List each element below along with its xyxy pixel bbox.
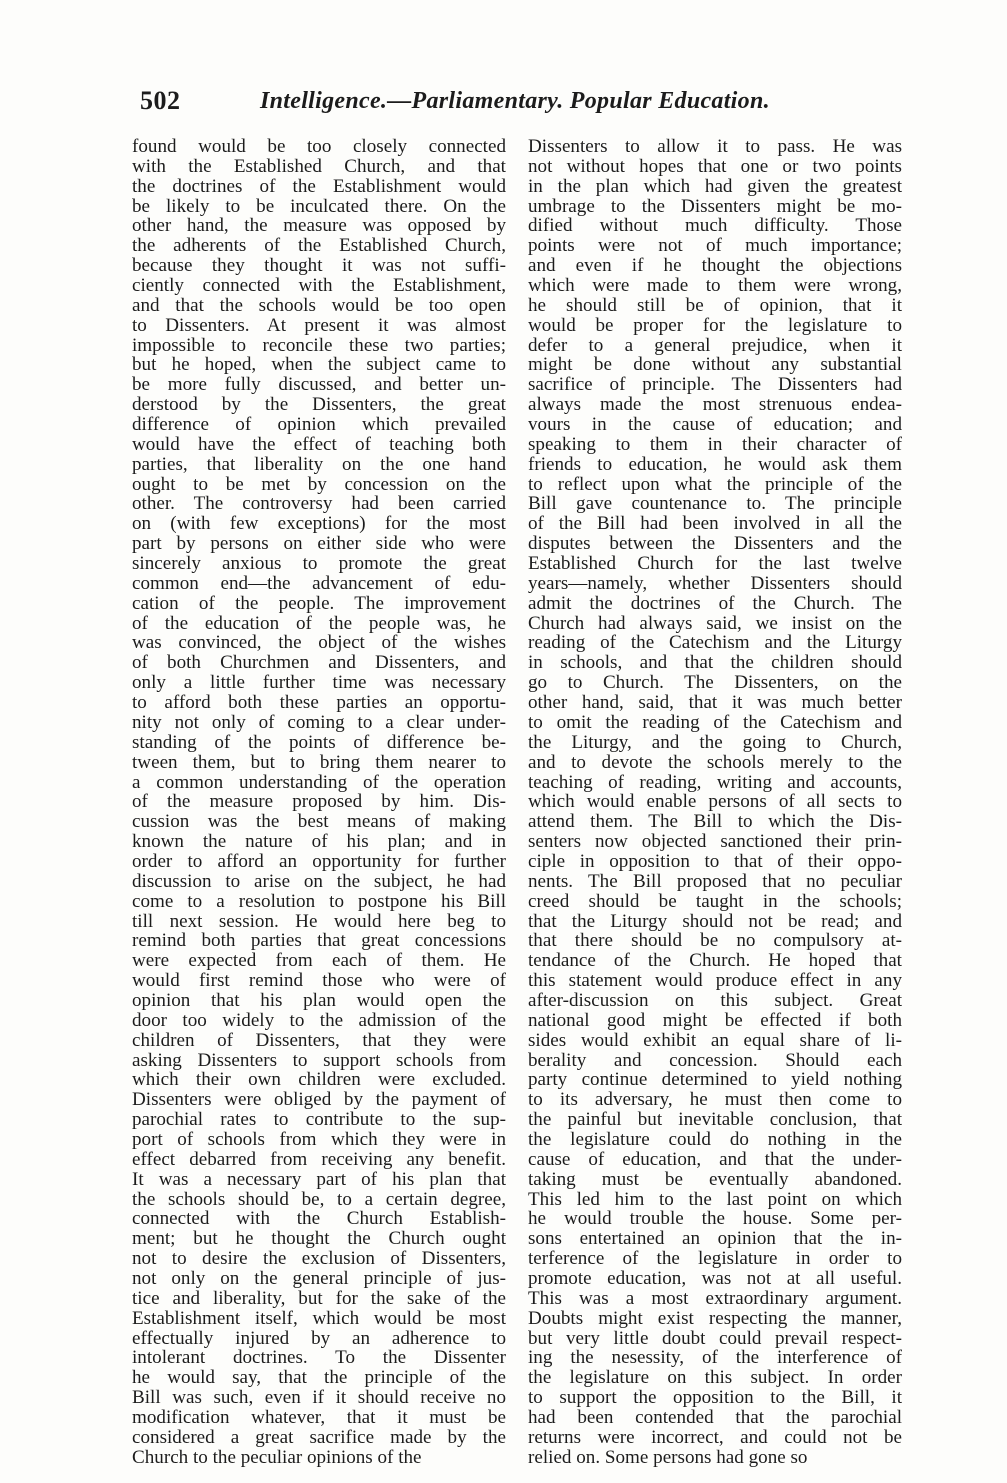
text-line: that there should be no compulsory at- xyxy=(528,930,902,952)
text-line: with the Established Church, and that xyxy=(132,155,506,177)
text-line: terference of the legislature in order to xyxy=(528,1248,902,1270)
right-column xyxy=(528,137,902,1468)
text-line: impossible to reconcile these two parties; xyxy=(132,334,506,356)
text-line: sons entertained an opinion that the in- xyxy=(528,1228,902,1250)
text-line: not only on the general principle of jus- xyxy=(132,1267,506,1289)
text-line: that the Liturgy should not be read; and xyxy=(528,910,902,932)
text-line: found would be too closely connected xyxy=(132,136,506,157)
text-line: parties, that liberality on the one hand xyxy=(132,453,506,475)
text-line: Doubts might exist respecting the manner, xyxy=(528,1307,902,1329)
text-line: to afford both these parties an opportu- xyxy=(132,692,506,714)
text-line: come to a resolution to postpone his Bill xyxy=(132,890,506,912)
text-line: This was a most extraordinary argument. xyxy=(528,1287,902,1309)
text-line: but he hoped, when the subject came to xyxy=(132,354,506,376)
text-line: discussion to arise on the subject, he had xyxy=(132,870,506,892)
text-line: disputes between the Dissenters and the xyxy=(528,533,902,555)
text-line: connected with the Church Establish- xyxy=(132,1208,506,1230)
text-line: in the plan which had given the greatest xyxy=(528,175,902,197)
text-line: nity not only of coming to a clear under- xyxy=(132,711,506,733)
text-line: a common understanding of the operation xyxy=(132,771,506,793)
text-line: difference of opinion which prevailed xyxy=(132,414,506,436)
text-line: which their own children were excluded. xyxy=(132,1069,506,1091)
text-line: on (with few exceptions) for the most xyxy=(132,513,506,535)
text-line: admit the doctrines of the Church. The xyxy=(528,592,902,614)
text-line: not without hopes that one or two points xyxy=(528,155,902,177)
text-line: cussion was the best means of making xyxy=(132,811,506,833)
text-line: had been contended that the parochial xyxy=(528,1407,902,1428)
left-column xyxy=(132,137,506,1468)
text-line: go to Church. The Dissenters, on the xyxy=(528,672,902,694)
text-line: other hand, said, that it was much better xyxy=(528,692,902,714)
text-line: vours in the cause of education; and xyxy=(528,414,902,436)
text-line: Establishment itself, which would be most xyxy=(132,1307,506,1329)
text-line: he should still be of opinion, that it xyxy=(528,294,902,316)
text-line: after-discussion on this subject. Great xyxy=(528,989,902,1011)
text-line: ought to be met by concession on the xyxy=(132,473,506,495)
text-line: of both Churchmen and Dissenters, and xyxy=(132,652,506,674)
text-line: relied on. Some persons had gone so xyxy=(528,1446,808,1468)
text-line: order to afford an opportunity for further xyxy=(132,850,506,872)
text-line: Dissenters were obliged by the payment of xyxy=(132,1089,506,1111)
text-line: party continue determined to yield nothing xyxy=(528,1069,902,1091)
text-line: to support the opposition to the Bill, it xyxy=(528,1387,902,1409)
text-line: in schools, and that the children should xyxy=(528,652,902,674)
text-line: of the education of the people was, he xyxy=(132,612,506,634)
text-line: cause of education, and that the under- xyxy=(528,1148,902,1170)
text-line: part by persons on either side who were xyxy=(132,533,506,555)
running-title: Intelligence.—Parliamentary. Popular Education. xyxy=(260,88,770,114)
text-line: ment; but he thought the Church ought xyxy=(132,1228,506,1250)
text-line: tween them, but to bring them nearer to xyxy=(132,751,506,773)
text-line: known the nature of his plan; and in xyxy=(132,831,506,853)
text-line: ciple in opposition to that of their oppo- xyxy=(528,850,902,872)
text-line: opinion that his plan would open the xyxy=(132,989,506,1011)
text-line: were expected from each of them. He xyxy=(132,950,506,972)
text-line: the painful but inevitable conclusion, that xyxy=(528,1109,902,1131)
text-line: because they thought it was not suffi- xyxy=(132,255,506,277)
text-line: This led him to the last point on which xyxy=(528,1188,902,1210)
text-line: to omit the reading of the Catechism and xyxy=(528,711,902,733)
text-line: tice and liberality, but for the sake of the xyxy=(132,1287,506,1309)
text-line: to Dissenters. At present it was almost xyxy=(132,314,506,336)
text-line: the Liturgy, and the going to Church, xyxy=(528,731,902,753)
text-line: modification whatever, that it must be xyxy=(132,1407,506,1428)
text-line: national good might be effected if both xyxy=(528,1009,902,1031)
text-line: teaching of reading, writing and accounts, xyxy=(528,771,902,793)
text-line: the legislature could do nothing in the xyxy=(528,1128,902,1150)
text-line: be likely to be inculcated there. On the xyxy=(132,195,506,217)
text-line: would first remind those who were of xyxy=(132,970,506,992)
text-line: of the measure proposed by him. Dis- xyxy=(132,791,506,813)
text-line: standing of the points of difference be- xyxy=(132,731,506,753)
text-line: intolerant doctrines. To the Dissenter xyxy=(132,1347,506,1369)
text-line: only a little further time was necessary xyxy=(132,672,506,694)
text-line: friends to education, he would ask them xyxy=(528,453,902,475)
page-number: 502 xyxy=(140,86,181,115)
text-line: berality and concession. Should each xyxy=(528,1049,902,1071)
text-line: Church had always said, we insist on the xyxy=(528,612,902,634)
text-line: parochial rates to contribute to the sup- xyxy=(132,1109,506,1131)
text-line: might be done without any substantial xyxy=(528,354,902,376)
text-line: common end—the advancement of edu- xyxy=(132,572,506,594)
text-line: years—namely, whether Dissenters should xyxy=(528,572,902,594)
text-line: ciently connected with the Establishment, xyxy=(132,275,506,297)
text-line: which were made to them were wrong, xyxy=(528,275,902,297)
text-line: sincerely anxious to promote the great xyxy=(132,553,506,575)
text-line: of the Bill had been involved in all the xyxy=(528,513,902,535)
text-line: dified without much difficulty. Those xyxy=(528,215,902,237)
text-line: returns were incorrect, and could not be xyxy=(528,1426,902,1448)
text-line: asking Dissenters to support schools from xyxy=(132,1049,506,1071)
text-line: and that the schools would be too open xyxy=(132,294,506,316)
text-line: ing the nesessity, of the interference of xyxy=(528,1347,902,1369)
text-line: children of Dissenters, that they were xyxy=(132,1029,506,1051)
text-line: not to desire the exclusion of Dissenters, xyxy=(132,1248,506,1270)
text-line: defer to a general prejudice, when it xyxy=(528,334,902,356)
text-line: tendance of the Church. He hoped that xyxy=(528,950,902,972)
text-line: door too widely to the admission of the xyxy=(132,1009,506,1031)
text-line: cation of the people. The improvement xyxy=(132,592,506,614)
text-line: creed should be taught in the schools; xyxy=(528,890,902,912)
text-line: Dissenters to allow it to pass. He was xyxy=(528,136,902,157)
text-line: reading of the Catechism and the Liturgy xyxy=(528,632,902,654)
text-line: till next session. He would here beg to xyxy=(132,910,506,932)
text-line: always made the most strenuous endea- xyxy=(528,394,902,416)
text-line: be more fully discussed, and better un- xyxy=(132,374,506,396)
text-line: derstood by the Dissenters, the great xyxy=(132,394,506,416)
text-line: and even if he thought the objections xyxy=(528,255,902,277)
text-line: promote education, was not at all useful. xyxy=(528,1267,902,1289)
text-line: port of schools from which they were in xyxy=(132,1128,506,1150)
running-head xyxy=(140,86,870,120)
text-line: this statement would produce effect in any xyxy=(528,970,902,992)
text-line: the doctrines of the Establishment would xyxy=(132,175,506,197)
text-line: was convinced, the object of the wishes xyxy=(132,632,506,654)
text-line: to its adversary, he must then come to xyxy=(528,1089,902,1111)
text-line: effectually injured by an adherence to xyxy=(132,1327,506,1349)
text-line: to reflect upon what the principle of the xyxy=(528,473,902,495)
text-line: speaking to them in their character of xyxy=(528,433,902,455)
text-line: remind both parties that great concessions xyxy=(132,930,506,952)
text-line: Established Church for the last twelve xyxy=(528,553,902,575)
text-line: Church to the peculiar opinions of the xyxy=(132,1446,422,1468)
text-line: other hand, the measure was opposed by xyxy=(132,215,506,237)
text-line: sides would exhibit an equal share of li- xyxy=(528,1029,902,1051)
text-line: which would enable persons of all sects to xyxy=(528,791,902,813)
text-line: the schools should be, to a certain degree, xyxy=(132,1188,506,1210)
text-line: nents. The Bill proposed that no peculiar xyxy=(528,870,902,892)
text-line: umbrage to the Dissenters might be mo- xyxy=(528,195,902,217)
text-line: Bill was such, even if it should receive no xyxy=(132,1387,506,1409)
text-line: attend them. The Bill to which the Dis- xyxy=(528,811,902,833)
text-line: but very little doubt could prevail respect- xyxy=(528,1327,902,1349)
text-line: effect debarred from receiving any benefit. xyxy=(132,1148,506,1170)
text-line: the legislature on this subject. In order xyxy=(528,1367,902,1389)
text-line: considered a great sacrifice made by the xyxy=(132,1426,506,1448)
text-line: senters now objected sanctioned their prin- xyxy=(528,831,902,853)
text-line: taking must be eventually abandoned. xyxy=(528,1168,902,1190)
text-line: would be proper for the legislature to xyxy=(528,314,902,336)
text-line: It was a necessary part of his plan that xyxy=(132,1168,506,1190)
text-line: sacrifice of principle. The Dissenters had xyxy=(528,374,902,396)
text-line: the adherents of the Established Church, xyxy=(132,235,506,257)
text-line: Bill gave countenance to. The principle xyxy=(528,493,902,515)
text-line: he would say, that the principle of the xyxy=(132,1367,506,1389)
text-line: other. The controversy had been carried xyxy=(132,493,506,515)
text-line: and to devote the schools merely to the xyxy=(528,751,902,773)
text-line: points were not of much importance; xyxy=(528,235,902,257)
text-line: would have the effect of teaching both xyxy=(132,433,506,455)
text-line: he would trouble the house. Some per- xyxy=(528,1208,902,1230)
